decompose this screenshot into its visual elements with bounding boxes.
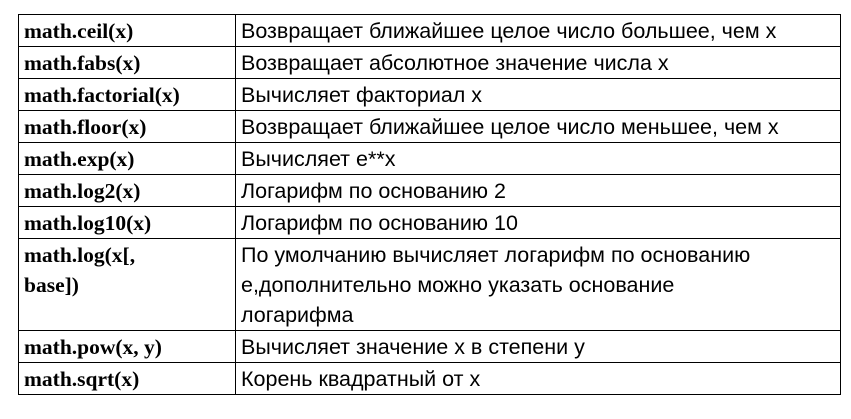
table-row: [19, 239, 841, 331]
table-row: [19, 175, 841, 207]
description-cell: Вычисляет e**x: [236, 143, 841, 175]
function-name-cell: math.log2(x): [19, 175, 236, 207]
function-name-line: math.log(x[,: [24, 243, 136, 267]
table-row: [19, 331, 841, 363]
table-row: [19, 363, 841, 395]
description-line: e,дополнительно можно указать основание: [241, 273, 675, 297]
description-cell: Возвращает ближайшее целое число меньшее, чем x: [236, 111, 841, 143]
function-name-cell: math.factorial(x): [19, 79, 236, 111]
description-cell: Вычисляет значение x в степени y: [236, 331, 841, 363]
function-name-line: base]): [24, 273, 79, 297]
math-functions-table: [18, 14, 841, 395]
function-name-cell: math.floor(x): [19, 111, 236, 143]
description-cell: Возвращает ближайшее целое число большее, чем x: [236, 15, 841, 47]
description-cell: Корень квадратный от x: [236, 363, 841, 395]
description-line: логарифма: [241, 303, 354, 327]
description-line: По умолчанию вычисляет логарифм по основанию: [241, 243, 751, 267]
function-name-cell: math.exp(x): [19, 143, 236, 175]
function-name-cell: math.log10(x): [19, 207, 236, 239]
function-name-cell: math.fabs(x): [19, 47, 236, 79]
function-name-cell: math.sqrt(x): [19, 363, 236, 395]
table-row: [19, 79, 841, 111]
function-name-cell: [19, 239, 236, 331]
function-name-cell: math.pow(x, y): [19, 331, 236, 363]
table-row: [19, 111, 841, 143]
table-row: [19, 47, 841, 79]
table-row: [19, 143, 841, 175]
table-row: [19, 15, 841, 47]
description-cell: Логарифм по основанию 10: [236, 207, 841, 239]
table-row: [19, 207, 841, 239]
description-cell: Возвращает абсолютное значение числа x: [236, 47, 841, 79]
function-name-cell: math.ceil(x): [19, 15, 236, 47]
description-cell: Логарифм по основанию 2: [236, 175, 841, 207]
description-cell: [236, 239, 841, 331]
description-cell: Вычисляет факториал x: [236, 79, 841, 111]
